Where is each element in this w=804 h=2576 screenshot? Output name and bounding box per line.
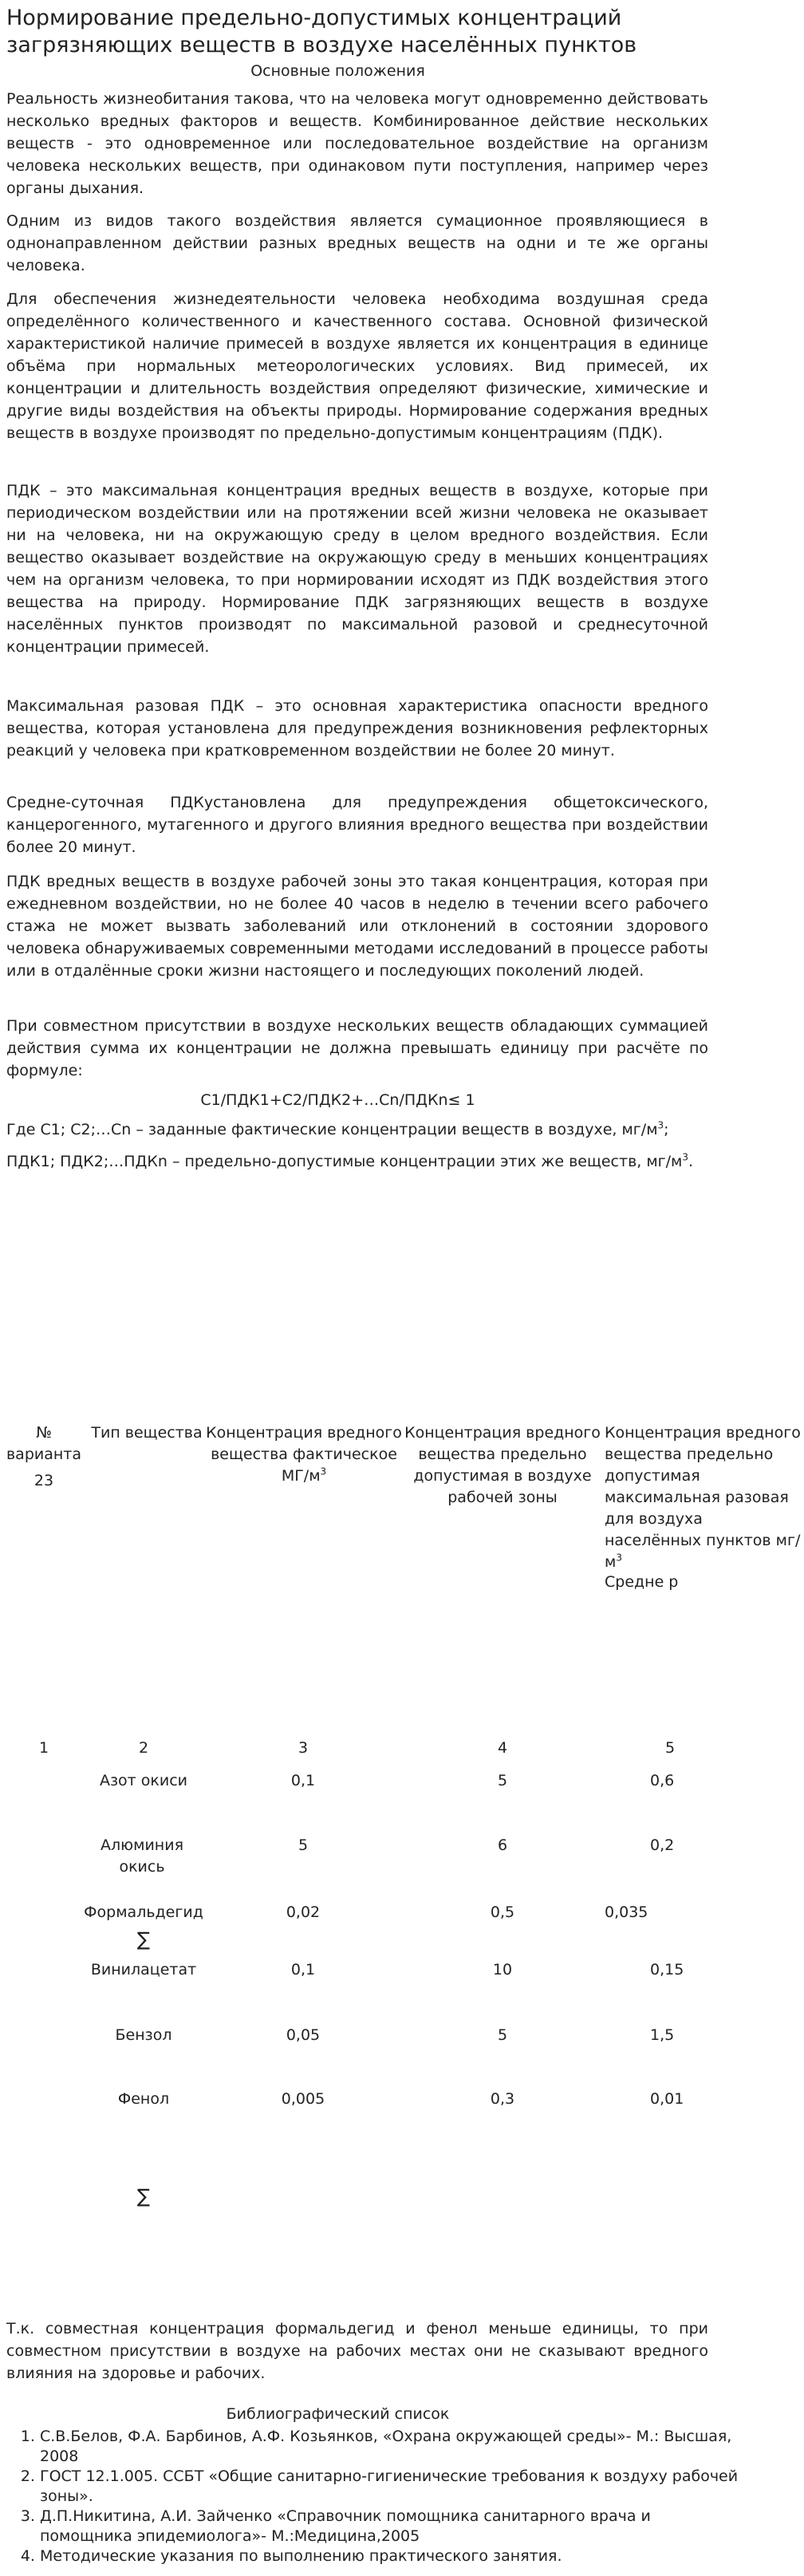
paragraph-summation-rule: При совместном присутствии в воздухе нескольких веществ обладающих суммацией действия сумма их концентрации не должна превышать единицу при расчёте по формуле: [6, 1017, 708, 1079]
substance-name: Алюминия окись [100, 1836, 184, 1876]
substance-name: Азот окиси [99, 1772, 188, 1789]
variant-number: 23 [34, 1472, 54, 1489]
pdk-work-value: 0,3 [490, 2090, 515, 2108]
pdk-work-value: 5 [497, 2026, 508, 2044]
bibliography-item: 1. С.В.Белов, Ф.А. Барбинов, А.Ф. Козьянков, «Охрана окружающей среды»- М.: Высшая, 2008 [40, 2427, 742, 2467]
pdk-work-value: 5 [497, 1772, 508, 1789]
pdk-atm-value: 0,035 [605, 1903, 648, 1921]
pdk-atm-value: 0,2 [650, 1836, 675, 1854]
paragraph-pdk-definition: ПДК – это максимальная концентрация вредных веществ в воздухе, которые при периодическом воздействии или на протяжении всей жизни человека не оказывает ни на человека, ни на окружающую среду в целом вредного воздействия. Если вещество оказывает воздействие на окружающую среду в меньших концентрациях чем на организм человека, то при нормировании исходят из ПДК воздействия этого вещества на природу. Нормирование ПДК загрязняющих веществ в воздухе населённых пунктов производят по максимальной разовой и среднесуточной концентрации примесей. [6, 482, 708, 656]
paragraph-summation: Одним из видов такого воздействия является сумационное проявляющиеся в однонаправленном действии разных вредных веществ на одни и те же органы человека. [6, 212, 708, 274]
column-number-5: 5 [664, 1739, 676, 1757]
header-actual-concentration: Концентрация вредного вещества фактическое $МГ/м^3$ [206, 1424, 402, 1485]
paragraph-daily-pdk: Средне-суточная ПДКустановлена для предупреждения общетоксического, канцерогенного, мутагенного и другого влияния вредного вещества при воздействии более 20 минут. [6, 794, 708, 856]
sum-symbol-2: ∑ [136, 2185, 151, 2207]
pdk-work-value: 0,5 [490, 1903, 515, 1921]
section-subtitle: Основные положения [250, 62, 425, 80]
page-title: Нормирование предельно-допустимых концентраций загрязняющих веществ в воздухе населённых пунктов [6, 6, 637, 57]
substance-name: Фенол [117, 2090, 170, 2108]
header-variant-no: № [36, 1424, 52, 1442]
pdk-atm-value: 0,15 [650, 1961, 684, 1978]
paragraph-formula-legend-pdk: ПДК1; ПДК2;…ПДКn – предельно-допустимые концентрации этих же веществ, $мг/м^3$. [6, 1151, 694, 1170]
pdk-atm-value: 1,5 [650, 2026, 675, 2044]
column-number-4: 4 [497, 1739, 508, 1757]
header-variant [0, 1422, 88, 1492]
header-atm-daily: Средне р [605, 1573, 679, 1591]
paragraph-work-zone-pdk: ПДК вредных веществ в воздухе рабочей зоны это такая концентрация, которая при ежедневном воздействии, но не более 40 часов в неделю в течении всего рабочего стажа не может вызвать заболеваний или отклонений в состоянии здорового человека обнаруживаемых современными методами исследований в процессе работы или в отдалённые сроки жизни настоящего и последующих поколений людей. [6, 873, 708, 980]
paragraph-air-environment: Для обеспечения жизнедеятельности человека необходима воздушная среда определённого количественного и качественного состава. Основной физической характеристикой наличие примесей в воздухе является их концентрация в единице объёма при нормальных метеорологических условиях. Вид примесей, их концентрации и длительность воздействия определяют физические, химические и другие виды воздействия на объекты природы. Нормирование содержания вредных веществ в воздухе производят по предельно-допустимым концентрациям (ПДК). [6, 290, 708, 442]
bibliography-list [6, 2427, 742, 2566]
actual-value: 0,02 [286, 1903, 321, 1921]
paragraph-conclusion: Т.к. совместная концентрация формальдегид и фенол меньше единицы, то при совместном присутствии в воздухе на рабочих местах они не сказывают вредного влияния на здоровье и рабочих. [6, 2320, 708, 2382]
column-number-2: 2 [138, 1739, 149, 1757]
actual-value: 0,005 [281, 2090, 325, 2108]
pdk-work-value: 6 [497, 1836, 508, 1854]
header-work-zone-pdk: Концентрация вредного вещества предельно допустимая в воздухе рабочей зоны [404, 1424, 601, 1506]
bibliography-item: 2. ГОСТ 12.1.005. ССБТ «Общие санитарно-гигиенические требования к воздуху рабочей зоны». [40, 2467, 742, 2507]
actual-value: 0,1 [290, 1772, 316, 1789]
header-type: Тип вещества [91, 1424, 203, 1442]
pdk-atm-value: 0,6 [650, 1772, 675, 1789]
pdk-atm-value: 0,01 [650, 2090, 684, 2108]
header-atm-pdk: Концентрация вредного вещества предельно допустимая максимальная разовая для воздуха населённых пунктов $мг/м^3$ [605, 1424, 801, 1571]
summation-formula: С1/ПДК1+С2/ПДК2+…Сn/ПДКn≤ 1 [200, 1091, 475, 1109]
pdk-work-value: 10 [492, 1961, 513, 1978]
header-variant-label: варианта [6, 1446, 82, 1463]
column-number-3: 3 [298, 1739, 309, 1757]
paragraph-combined-action: Реальность жизнеобитания такова, что на человека могут одновременно действовать несколько вредных факторов и веществ. Комбинированное действие нескольких веществ - это одновременное или последовательное воздействие на организм человека нескольких веществ, при одинаковом пути поступления, например через органы дыхания. [6, 90, 708, 197]
actual-value: 5 [298, 1836, 309, 1854]
substance-name: Винилацетат [90, 1961, 197, 1978]
actual-value: 0,1 [290, 1961, 316, 1978]
bibliography-item: 3. Д.П.Никитина, А.И. Зайченко «Справочник помощника санитарного врача и помощника эпидемиолога»- М.:Медицина,2005 [40, 2507, 742, 2546]
actual-value: 0,05 [286, 2026, 321, 2044]
bibliography-item: 4. Методические указания по выполнению практического занятия. [40, 2546, 742, 2566]
substance-name: Бензол [115, 2026, 172, 2044]
paragraph-formula-legend-c: Где С1; С2;…Сn – заданные фактические концентрации веществ в воздухе, $мг/м^3$; [6, 1119, 669, 1138]
paragraph-max-single-pdk: Максимальная разовая ПДК – это основная характеристика опасности вредного вещества, которая установлена для предупреждения возникновения рефлекторных реакций у человека при кратковременном воздействии не более 20 минут. [6, 697, 708, 759]
substance-name: Формальдегид [84, 1903, 203, 1921]
column-number-1: 1 [38, 1739, 49, 1757]
sum-symbol-1: ∑ [136, 1928, 151, 1951]
bibliography-title: Библиографический список [226, 2405, 450, 2423]
